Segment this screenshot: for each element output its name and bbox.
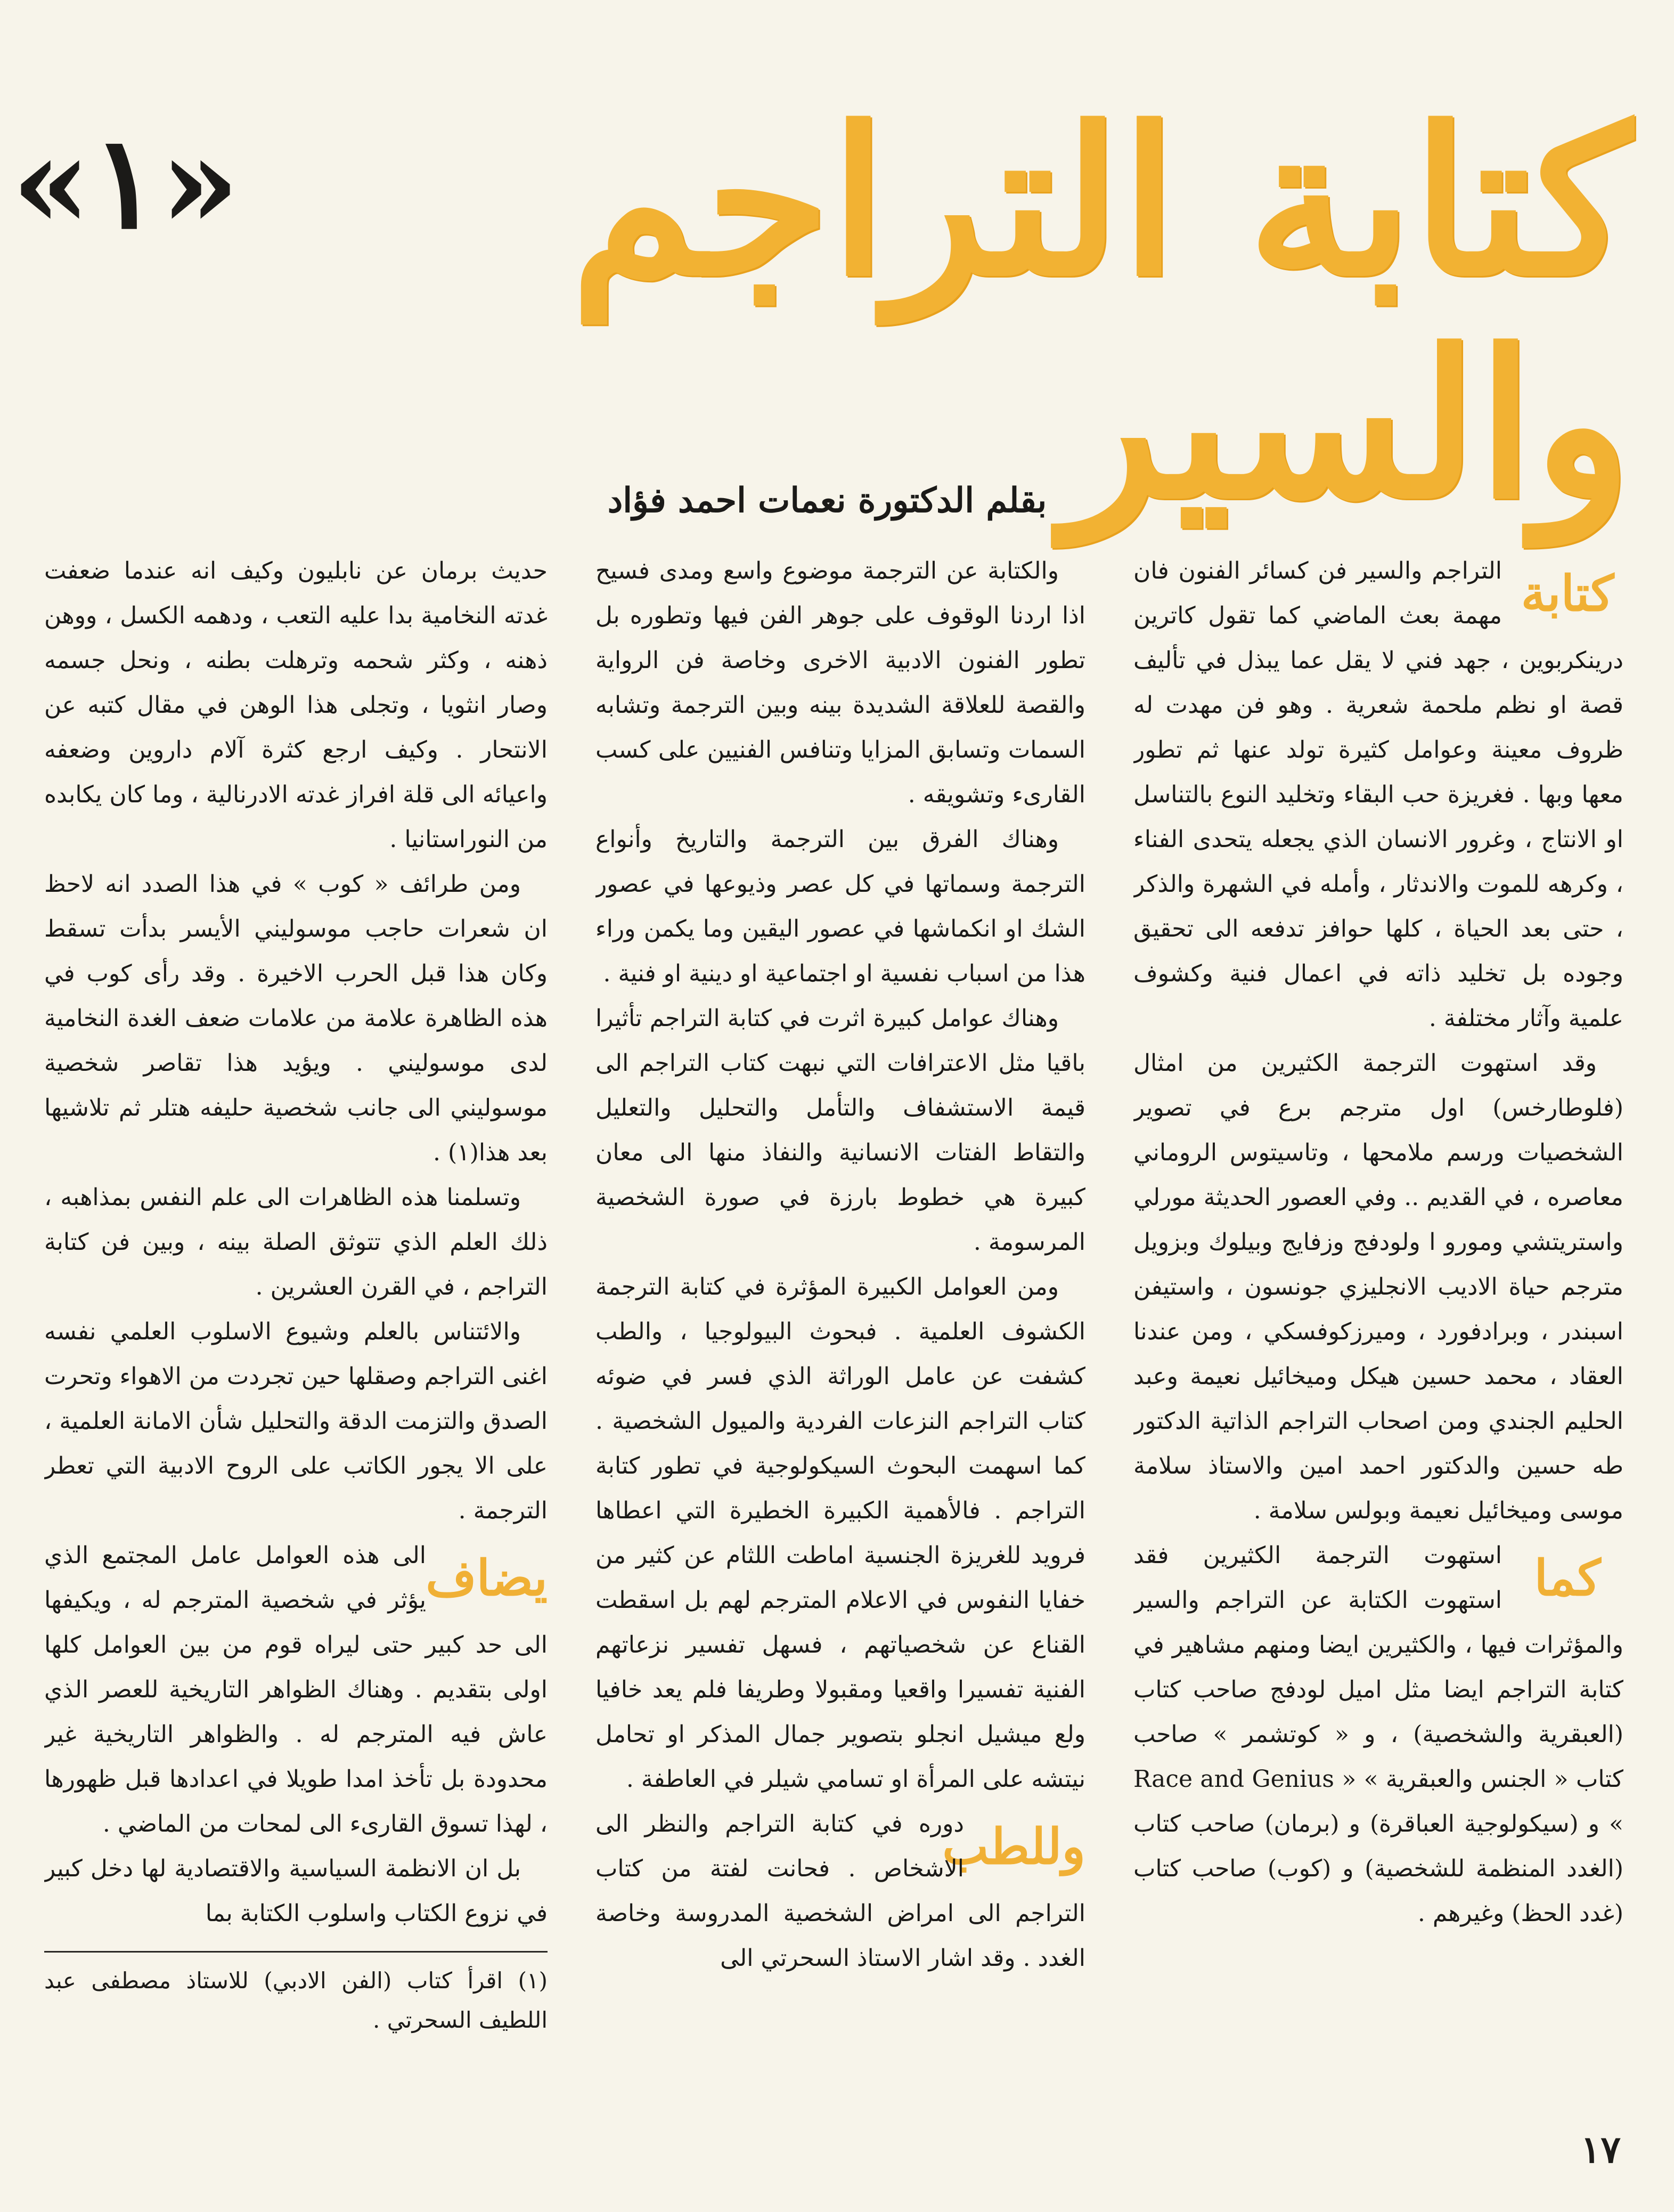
paragraph: دوره في كتابة التراجم والنظر الى الاشخاص . فحانت لفتة من كتاب التراجم الى امراض الشخصية المدروسة وخاصة الغدد . وقد اشار الاستاذ السحرتي الى	[595, 1810, 1085, 1972]
footnote-divider	[44, 1951, 548, 1953]
decorative-initial: كما	[1534, 1549, 1601, 1607]
page-number: ١٧	[1580, 2127, 1621, 2172]
column-2	[595, 549, 1085, 2094]
author-byline: بقلم الدكتورة نعمات احمد فؤاد	[607, 481, 1047, 521]
paragraph: والائتناس بالعلم وشيوع الاسلوب العلمي نفسه اغنى التراجم وصقلها حين تجردت من الاهواء وتحرت الصدق والتزمت الدقة والتحليل شأن الامانة العلمية ، على الا يجور الكاتب على الروح الادبية التي تعطر الترجمة .	[44, 1318, 548, 1524]
column-1	[1133, 549, 1623, 2094]
paragraph: استهوت الترجمة الكثيرين فقد استهوت الكتابة عن التراجم والسير والمؤثرات فيها ، والكثيرين ايضا ومنهم مشاهير في كتابة التراجم ايضا مثل اميل لودفج صاحب كتاب (العبقرية والشخصية) ، و « كوتشمر » صاحب كتاب « الجنس والعبقرية » « Race and Genius » و (سيكولوجية العباقرة) و (برمان) صاحب كتاب (الغدد المنظمة للشخصية) و (كوب) صاحب كتاب (غدد الحظ) وغيرهم .	[1133, 1542, 1623, 1927]
decorative-initial: كتابة	[1521, 565, 1614, 622]
article-title: كتابة التراجم والسير	[570, 83, 1631, 543]
paragraph: بل ان الانظمة السياسية والاقتصادية لها دخل كبير في نزوع الكتاب واسلوب الكتابة بما	[44, 1855, 548, 1927]
column-3	[44, 549, 548, 2094]
decorative-initial: وللطب	[942, 1818, 1085, 1875]
paragraph: وتسلمنا هذه الظاهرات الى علم النفس بمذاهبه ، ذلك العلم الذي تتوثق الصلة بينه ، وبين فن كتابة التراجم ، في القرن العشرين .	[44, 1184, 548, 1300]
paragraph: ومن العوامل الكبيرة المؤثرة في كتابة الترجمة الكشوف العلمية . فبحوث البيولوجيا ، والطب كشفت عن عامل الوراثة الذي فسر في ضوئه كتاب التراجم النزعات الفردية والميول الشخصية . كما اسهمت البحوث السيكولوجية في تطور كتابة التراجم . فالأهمية الكبيرة الخطيرة التي اعطاها فرويد للغريزة الجنسية اماطت اللثام عن كثير من خفايا النفوس في الاعلام المترجم لهم بل اسقطت القناع عن شخصياتهم ، فسهل تفسير نزعاتهم الفنية تفسيرا واقعيا ومقبولا وطريفا فلم يعد خافيا ولع ميشيل انجلو بتصوير جمال المذكر او تحامل نيتشه على المرأة او تسامي شيلر في العاطفة .	[595, 1273, 1085, 1793]
paragraph: وقد استهوت الترجمة الكثيرين من امثال (فلوطارخس) اول مترجم برع في تصوير الشخصيات ورسم ملامحها ، وتاسيتوس الروماني معاصره ، في القديم .. وفي العصور الحديثة مورلي واستريتشي ومورو ا ولودفج وزفايج وبيلوك وبزويل مترجم حياة الاديب الانجليزي جونسون ، واستيفن اسبندر ، وبرادفورد ، وميرزكوفسكي ، ومن عندنا العقاد ، محمد حسين هيكل وميخائيل نعيمة وعبد الحليم الجندي ومن اصحاب التراجم الذاتية الدكتور طه حسين والدكتور احمد امين والاستاذ سلامة موسى وميخائيل نعيمة وبولس سلامة .	[1133, 1050, 1623, 1524]
footnote: (١) اقرأ كتاب (الفن الادبي) للاستاذ مصطفى عبد اللطيف السحرتي .	[44, 1967, 548, 2033]
paragraph: وهناك عوامل كبيرة اثرت في كتابة التراجم تأثيرا باقيا مثل الاعترافات التي نبهت كتاب التراجم الى قيمة الاستشفاف والتأمل والتحليل والتعليل والتقاط الفتات الانسانية والنفاذ منها الى معان كبيرة هي خطوط بارزة في صورة الشخصية المرسومة .	[595, 1005, 1085, 1256]
paragraph: والكتابة عن الترجمة موضوع واسع ومدى فسيح اذا اردنا الوقوف على جوهر الفن فيها وتطوره بل تطور الفنون الادبية الاخرى وخاصة فن الرواية والقصة للعلاقة الشديدة بينه وبين الترجمة وتشابه السمات وتسابق المزايا وتنافس الفنيين على كسب القارىء وتشويقه .	[595, 557, 1085, 808]
paragraph: حديث برمان عن نابليون وكيف انه عندما ضعفت غدته النخامية بدا عليه التعب ، ودهمه الكسل ، ووهن ذهنه ، وكثر شحمه وترهلت بطنه ، ونحل جسمه وصار انثويا ، وتجلى هذا الوهن في مقال كتبه عن الانتحار . وكيف ارجع كثرة آلام داروين وضعفه واعيائه الى قلة افراز غدته الادرنالية ، وما كان يكابده من النوراستانيا .	[44, 557, 548, 853]
paragraph: التراجم والسير فن كسائر الفنون فان مهمة بعث الماضي كما تقول كاترين درينكربوين ، جهد فني لا يقل عما يبذل في تأليف قصة او نظم ملحمة شعرية . وهو فن مهدت له ظروف معينة وعوامل كثيرة تولد عنها ثم تطور معها وبها . فغريزة حب البقاء وتخليد النوع بالتناسل او الانتاج ، وغرور الانسان الذي يجعله يتحدى الفناء ، وكرهه للموت والاندثار ، وأمله في الشهرة والذكر ، حتى بعد الحياة ، كلها حوافز تدفعه الى تحقيق وجوده بل تخليد ذاته في اعمال فنية وكشوف علمية وآثار مختلفة .	[1133, 557, 1623, 1032]
series-number: «١»	[11, 107, 240, 257]
paragraph: وهناك الفرق بين الترجمة والتاريخ وأنواع الترجمة وسماتها في كل عصر وذيوعها في عصور الشك او انكماشها في عصور اليقين وما يكمن وراء هذا من اسباب نفسية او اجتماعية او دينية او فنية .	[595, 826, 1085, 987]
paragraph: الى هذه العوامل عامل المجتمع الذي يؤثر في شخصية المترجم له ، ويكيفها الى حد كبير حتى ليراه قوم من بين العوامل كلها اولى بتقديم . وهناك الظواهر التاريخية للعصر الذي عاش فيه المترجم له . والظواهر التاريخية غير محدودة بل تأخذ امدا طويلا في اعدادها قبل ظهورها ، لهذا تسوق القارىء الى لمحات من الماضي .	[44, 1542, 548, 1837]
paragraph: ومن طرائف « كوب » في هذا الصدد انه لاحظ ان شعرات حاجب موسوليني الأيسر بدأت تسقط وكان هذا قبل الحرب الاخيرة . وقد رأى كوب في هذه الظاهرة علامة من علامات ضعف الغدة النخامية لدى موسوليني . ويؤيد هذا تقاصر شخصية موسوليني الى جانب شخصية حليفه هتلر ثم تلاشيها بعد هذا(١) .	[44, 871, 548, 1166]
decorative-initial: يضاف	[426, 1549, 548, 1607]
